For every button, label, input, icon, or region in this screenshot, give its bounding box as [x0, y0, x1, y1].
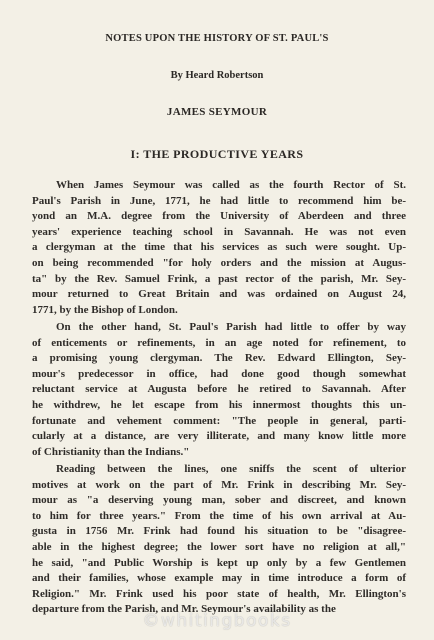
text-line: he withdrew, he let escape from his innermost thoughts this un- — [32, 398, 406, 411]
paragraph-2 — [32, 320, 406, 460]
subject-heading: JAMES SEYMOUR — [166, 106, 268, 118]
text-line: a promising young clergyman. The Rev. Edward Ellington, Sey- — [32, 352, 406, 365]
text-line: When James Seymour was called as the fourth Rector of St. — [56, 179, 406, 191]
section-heading: I: THE PRODUCTIVE YEARS — [130, 147, 304, 161]
text-line: mour's predecessor in office, had done good though somewhat — [32, 367, 406, 380]
text-line: a clergyman at the time that his services as such were sought. Up- — [32, 241, 406, 254]
text-line: Religion." Mr. Frink used his poor state of health, Mr. Ellington's — [32, 587, 406, 600]
text-line: years' experience teaching school in Savannah. He was not even — [32, 225, 406, 238]
text-line: On the other hand, St. Paul's Parish had little to offer by way — [56, 321, 406, 333]
text-line: gusta in 1756 Mr. Frink had found his situation to be "disagree- — [32, 525, 406, 538]
text-line: yond an M.A. degree from the University of Aberdeen and three — [32, 210, 406, 223]
text-line: cularly at a distance, are very illiterate, and many know little more — [32, 430, 406, 443]
paragraph-1 — [32, 178, 406, 318]
text-line: and their families, whose example may in time introduce a form of — [32, 572, 406, 585]
author-byline: By Heard Robertson — [170, 70, 264, 81]
text-line: reluctant service at Augusta before he retired to Savannah. After — [32, 383, 406, 396]
text-line: motives at work on the part of Mr. Frink in describing Mr. Sey- — [32, 478, 406, 491]
text-line: on being recommended "for holy orders and the mission at Augus- — [32, 256, 406, 269]
text-line: fortunate and vehement comment: "The people in general, parti- — [32, 414, 406, 427]
text-line: to him for three years." From the time of his own arrival at Au- — [32, 509, 406, 522]
text-line: mour returned to Great Britain and was ordained on August 24, — [32, 288, 406, 301]
text-line: of enticements or refinements, in an age noted for refinement, to — [32, 336, 406, 349]
text-line: ta" by the Rev. Samuel Frink, a past rector of the parish, Mr. Sey- — [32, 272, 406, 285]
text-line: departure from the Parish, and Mr. Seymour's availability as the — [32, 603, 336, 616]
document-title: NOTES UPON THE HISTORY OF ST. PAUL'S — [105, 33, 329, 44]
watermark: ©whitingbooks — [142, 611, 292, 631]
text-line: able in the highest degree; the lower sort have no religion at all," — [32, 540, 406, 553]
paragraph-3 — [32, 462, 406, 618]
text-line: Reading between the lines, one sniffs the scent of ulterior — [56, 463, 406, 475]
text-line: he said, "and Public Worship is kept up only by a few Gentlemen — [32, 556, 406, 569]
text-line: of Christianity than the Indians." — [32, 445, 190, 458]
text-line: 1771, by the Bishop of London. — [32, 303, 178, 316]
text-line: Paul's Parish in June, 1771, he had little to recommend him be- — [32, 194, 406, 207]
text-line: mour as "a deserving young man, sober and discreet, and known — [32, 494, 406, 507]
